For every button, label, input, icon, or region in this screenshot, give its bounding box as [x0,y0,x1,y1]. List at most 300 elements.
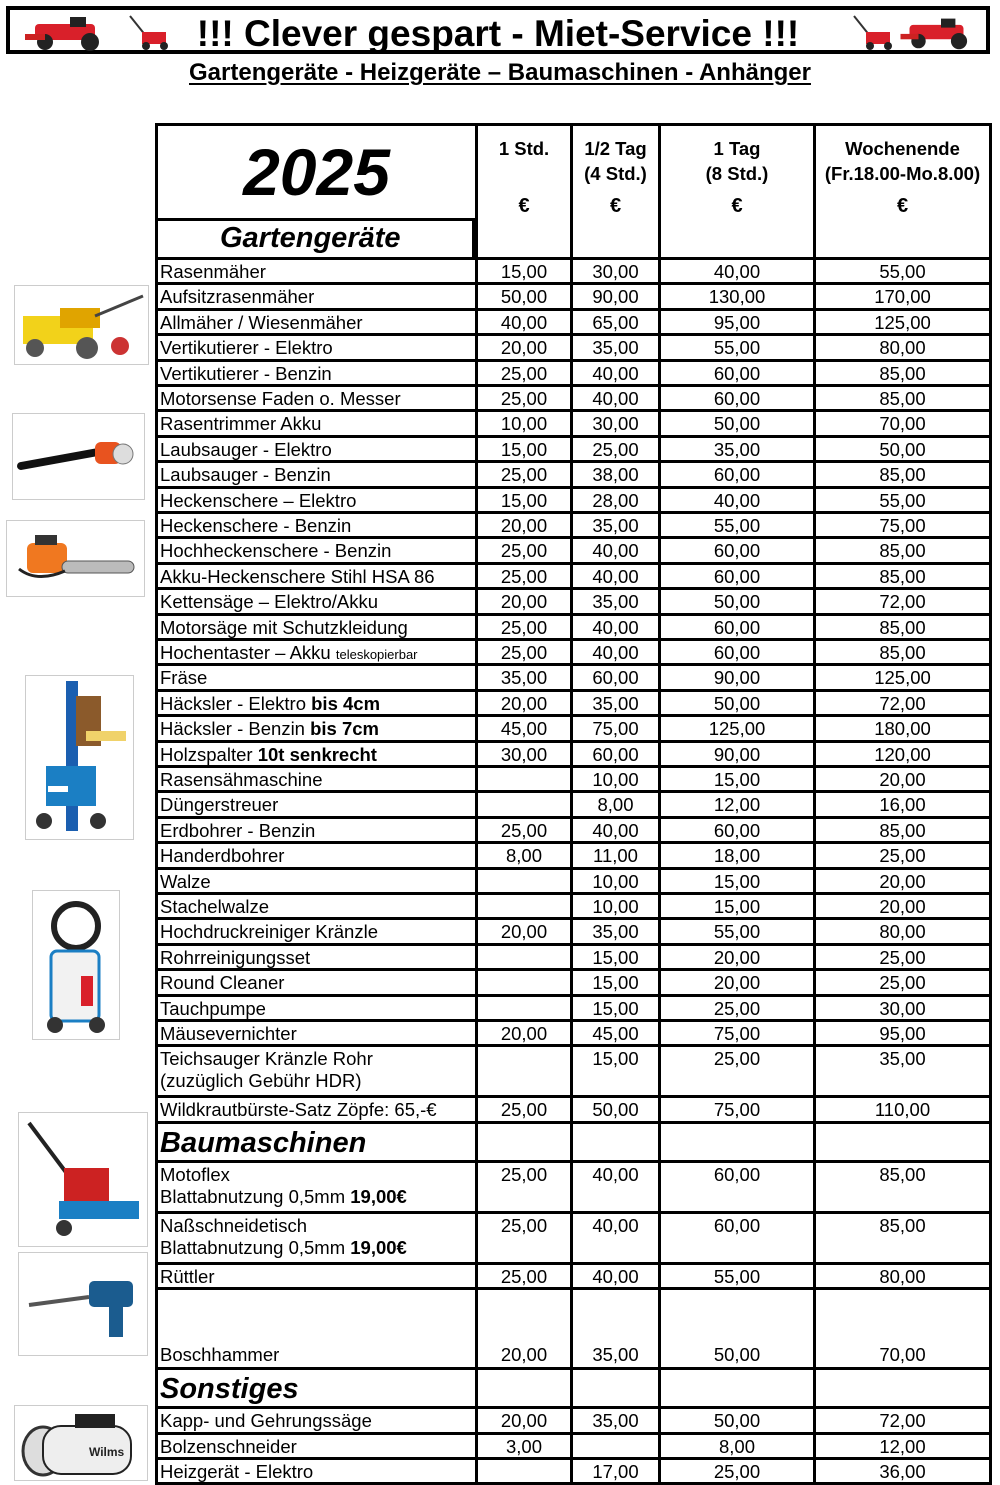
price-cell-p4: 72,00 [879,591,926,613]
price-cell-p2: 40,00 [592,565,639,587]
item-name-cell [158,845,477,866]
table-row [158,590,989,615]
price-cell-p2: 10,00 [592,769,639,790]
price-cell-p3: 95,00 [713,311,761,333]
table-row [158,1047,989,1098]
currency-label: € [731,195,743,217]
price-cell-p4: 30,00 [879,997,926,1019]
item-name-cell [158,693,477,714]
header-label: Wochenende [845,138,960,159]
item-name: Naßschneidetisch [160,1214,308,1236]
price-cell-p4: 170,00 [874,286,931,308]
table-row [158,971,989,996]
price-cell-p4: 95,00 [879,1023,926,1044]
table-row [158,514,989,539]
price-cell-p2: 35,00 [592,1344,639,1366]
item-name-line2-bold: 19,00€ [350,1185,407,1207]
price-cell-p1: 45,00 [500,718,548,740]
item-name-cell [158,515,477,536]
section-row [158,1124,989,1163]
price-cell-p1: 25,00 [500,362,548,384]
price-cell-p1: 20,00 [500,337,548,359]
item-name-cell [158,337,477,358]
price-cell-p3: 8,00 [718,1435,755,1457]
item-name: Kettensäge – Elektro/Akku [160,591,379,613]
price-cell-p2: 40,00 [592,388,639,409]
price-cell-p2: 10,00 [592,870,639,892]
lawn-mower-image [14,285,149,365]
price-cell-p3: 60,00 [713,565,761,587]
item-name-cell [158,1410,477,1431]
item-name: Laubsauger - Benzin [160,464,331,486]
header-sublabel: (Fr.18.00-Mo.8.00) [824,163,981,184]
price-cell-p4: 85,00 [879,464,926,486]
price-cell-p3: 25,00 [713,1461,761,1482]
item-name: Vertikutierer - Benzin [160,362,332,384]
item-name: Kapp- und Gehrungssäge [160,1410,372,1432]
item-name: Handerdbohrer [160,845,285,867]
price-cell-p1: 3,00 [505,1435,542,1457]
section-row [158,1370,989,1409]
chainsaw-image [6,520,145,597]
price-cell-p2: 45,00 [592,1023,639,1044]
price-cell-p2: 10,00 [592,896,639,917]
price-cell-p3: 60,00 [713,362,761,384]
push-mower-icon [846,14,896,52]
price-cell-p2: 15,00 [592,946,639,968]
item-name-cell [158,769,477,790]
item-name-cell [158,921,477,942]
price-cell-p1: 25,00 [500,388,548,409]
price-cell-p1: 15,00 [500,438,548,460]
leaf-blower-icon [13,414,144,499]
table-row [158,920,989,945]
item-name: Wildkrautbürste-Satz Zöpfe: 65,-€ [160,1099,437,1121]
price-cell-p2: 35,00 [592,337,639,359]
item-name: Teichsauger Kränzle Rohr [160,1048,373,1070]
price-cell-p2: 40,00 [592,1214,639,1236]
price-cell-p1: 15,00 [500,489,548,511]
item-name: Tauchpumpe [160,997,266,1019]
price-cell-p1 [478,947,570,968]
price-cell-p1 [478,972,570,993]
item-name-line2: Blattabnutzung 0,5mm [160,1236,351,1258]
item-name-cell [158,718,477,739]
price-cell-p4: 72,00 [879,692,926,714]
price-cell-p2: 35,00 [592,515,639,536]
price-cell-p1: 20,00 [500,591,548,613]
price-cell-p4: 25,00 [879,845,926,867]
price-cell-p1: 25,00 [500,540,548,562]
price-cell-p3: 60,00 [713,388,761,409]
section-title-bau: Baumaschinen [160,1126,367,1159]
table-row [158,946,989,971]
table-row [158,1163,989,1214]
item-name-cell [158,998,477,1019]
price-cell-p1: 35,00 [500,667,548,689]
item-name-cell [158,261,477,282]
column-divider [475,126,478,1482]
pressure-washer-icon [33,891,119,1039]
item-name-cell [158,1436,477,1457]
price-cell-p4: 20,00 [879,870,926,892]
item-name: Akku-Heckenschere Stihl HSA 86 [160,565,435,587]
price-cell-p1: 25,00 [500,616,548,638]
price-cell-p3: 60,00 [713,464,761,486]
item-name-cell [158,871,477,892]
price-cell-p3: 50,00 [713,1410,761,1432]
price-cell-p1: 25,00 [500,819,548,841]
heater-icon [15,1406,147,1480]
price-cell-p2: 60,00 [592,743,639,765]
table-row [158,336,989,361]
item-name: Rasensähmaschine [160,769,323,790]
price-cell-p3: 15,00 [713,896,761,917]
table-row [158,285,989,310]
price-cell-p1: 20,00 [500,692,548,714]
subtitle: Gartengeräte - Heizgeräte – Baumaschinen - Anhänger [189,59,811,86]
price-cell-p4: 125,00 [874,667,931,689]
table-row [158,768,989,793]
table-row [158,793,989,818]
price-cell-p3: 50,00 [713,692,761,714]
item-name-cell [158,1164,477,1211]
header-label: 1 Std. [498,138,550,159]
table-row [158,870,989,895]
price-cell-p3: 50,00 [713,1344,761,1366]
table-row [158,666,989,691]
price-cell-p3: 125,00 [708,718,766,740]
leaf-blower-image [12,413,145,500]
price-cell-p3: 25,00 [713,1048,761,1070]
price-cell-p3: 15,00 [713,769,761,790]
price-cell-p2: 30,00 [592,413,639,435]
item-name-bold: 10t senkrecht [257,743,377,765]
item-name-cell [158,413,477,434]
item-name: Rasenmäher [160,261,266,282]
heater-image [14,1405,148,1481]
price-cell-p1: 20,00 [500,1023,548,1044]
item-name: Motoflex [160,1163,230,1185]
item-name-cell [158,896,477,917]
table-row [158,489,989,514]
item-name-cell [158,947,477,968]
price-cell-p2: 35,00 [592,921,639,943]
price-cell-p3: 55,00 [713,337,761,359]
section-title-sonstiges: Sonstiges [160,1373,299,1406]
table-row [158,641,989,666]
price-cell-p2: 8,00 [597,794,634,816]
price-cell-p1: 10,00 [500,413,548,435]
item-name: Erdbohrer - Benzin [160,819,316,841]
price-cell-p2: 60,00 [592,667,639,689]
item-name-cell [158,1099,477,1120]
price-cell-p4: 12,00 [879,1435,926,1457]
price-cell-p3: 90,00 [713,667,761,689]
price-cell-p2: 35,00 [592,1410,639,1432]
item-name: Laubsauger - Elektro [160,438,332,460]
header-banner [6,6,990,54]
item-name: Rasentrimmer Akku [160,413,322,435]
price-cell-p2: 35,00 [592,591,639,613]
price-cell-p4: 85,00 [879,540,926,562]
price-cell-p1: 20,00 [500,921,548,943]
price-cell-p2: 40,00 [592,1265,639,1287]
table-row [158,844,989,869]
price-cell-p2: 35,00 [592,692,639,714]
header-label: 1/2 Tag [584,138,647,159]
price-cell-p4: 70,00 [879,1344,926,1366]
log-splitter-icon [26,676,133,839]
item-name: Boschhammer [160,1344,280,1366]
item-name: Bolzenschneider [160,1435,297,1457]
item-name: Heckenschere – Elektro [160,489,357,511]
price-cell-p2: 40,00 [592,616,639,638]
price-cell-p1: 30,00 [500,743,548,765]
price-cell-p1: 25,00 [500,642,548,663]
price-cell-p1 [478,1461,570,1482]
price-cell-p4: 85,00 [879,819,926,841]
item-name-cell [158,286,477,307]
price-cell-p1 [478,871,570,892]
price-cell-p4: 50,00 [879,438,926,460]
item-name: Allmäher / Wiesenmäher [160,311,363,333]
price-cell-p3: 60,00 [713,1214,761,1236]
price-cell-p1: 25,00 [500,565,548,587]
item-name-cell [158,464,477,485]
table-row [158,895,989,920]
plate-compactor-image [18,1112,148,1247]
price-cell-p1 [478,769,570,790]
price-cell-p2: 75,00 [592,718,639,740]
item-name: Motorsäge mit Schutzkleidung [160,616,408,638]
price-cell-p3: 75,00 [713,1023,761,1044]
price-cell-p4: 16,00 [879,794,926,816]
column-divider [658,126,661,1482]
table-row [158,1409,989,1434]
item-name: Aufsitzrasenmäher [160,286,315,308]
price-cell-p2: 40,00 [592,642,639,663]
price-cell-p3: 130,00 [708,286,766,308]
currency-label: € [896,195,909,217]
heater-brand: Wilms [89,1445,125,1459]
price-cell-p1 [478,998,570,1019]
item-name: Rüttler [160,1265,215,1287]
price-cell-p2: 11,00 [593,845,638,867]
table-row [158,616,989,641]
price-cell-p4: 110,00 [874,1099,931,1121]
price-cell-p4: 75,00 [879,515,926,536]
item-name-cell [158,642,477,663]
price-cell-p1: 25,00 [500,1265,548,1287]
item-name-cell [158,617,477,638]
price-cell-p4: 85,00 [879,565,926,587]
price-cell-p1: 15,00 [500,261,548,282]
item-name: Round Cleaner [160,972,285,994]
price-cell-p3: 35,00 [713,438,761,460]
price-cell-p2: 17,00 [592,1461,639,1482]
table-row [158,997,989,1022]
section-gartengeraete: Gartengeräte [158,221,475,257]
price-cell-p3: 40,00 [713,261,761,282]
price-cell-p1: 20,00 [500,1410,548,1432]
price-cell-p2: 25,00 [592,438,639,460]
item-name-cell [158,388,477,409]
price-cell-p1: 25,00 [500,1214,548,1236]
price-cell-p1 [478,794,570,815]
item-name-cell [158,667,477,688]
price-cell-p3: 20,00 [713,972,761,994]
table-row [158,819,989,844]
price-cell-p4: 85,00 [879,1163,926,1185]
table-row [158,1460,989,1485]
table-row [158,463,989,488]
column-divider [813,126,816,1482]
price-cell-p2: 15,00 [592,997,639,1019]
price-cell-p1: 25,00 [500,464,548,486]
price-cell-p1 [478,896,570,917]
item-name-cell [158,363,477,384]
price-cell-p4: 70,00 [879,413,926,435]
price-cell-p1: 50,00 [500,286,548,308]
price-cell-p4: 85,00 [879,642,926,663]
price-cell-p3: 20,00 [713,946,761,968]
price-cell-p4: 25,00 [879,972,926,994]
price-cell-p3: 60,00 [713,642,761,663]
item-name-cell [158,794,477,815]
price-cell-p2 [573,1436,658,1457]
table-row [158,692,989,717]
price-cell-p3: 55,00 [713,515,761,536]
price-cell-p2: 50,00 [592,1099,639,1121]
item-name: Fräse [160,667,208,689]
item-name-line2: Blattabnutzung 0,5mm [160,1185,351,1207]
price-cell-p4: 55,00 [879,489,926,511]
price-cell-p3: 55,00 [713,1265,761,1287]
column-divider [570,126,573,1482]
banner-title: !!! Clever gespart - Miet-Service !!! [196,13,800,54]
price-cell-p3: 50,00 [713,591,761,613]
plate-compactor-icon [19,1113,147,1246]
price-cell-p2: 15,00 [592,1048,639,1070]
price-cell-p4: 20,00 [879,896,926,917]
price-cell-p1: 40,00 [500,311,548,333]
price-cell-p3: 25,00 [713,997,761,1019]
price-cell-p4: 72,00 [879,1410,926,1432]
table-row [158,260,989,285]
item-name: Häcksler - Benzin [160,718,311,740]
price-cell-p1: 20,00 [500,1344,548,1366]
price-cell-p2: 28,00 [592,489,639,511]
item-name: Hochheckenschere - Benzin [160,540,392,562]
item-name-cell [158,490,477,511]
price-cell-p3: 60,00 [713,1163,761,1185]
price-cell-p4: 85,00 [879,362,926,384]
ride-on-mower-icon [896,14,986,52]
item-name: Heckenschere - Benzin [160,515,352,536]
table-row [158,1265,989,1290]
price-cell-p2: 15,00 [592,972,639,994]
item-name: Heizgerät - Elektro [160,1461,314,1482]
item-name-note: teleskopierbar [335,647,418,662]
item-name-line2: (zuzüglich Gebühr HDR) [160,1070,362,1092]
price-cell-p4: 85,00 [879,388,926,409]
currency-label: € [518,195,530,217]
table-row [158,1098,989,1123]
price-cell-p2: 90,00 [592,286,639,308]
table-row [158,387,989,412]
demolition-hammer-image [18,1252,148,1356]
demolition-hammer-icon [19,1253,147,1355]
item-name-cell [158,1215,477,1262]
item-name-cell [158,1048,477,1095]
item-name-cell [158,1023,477,1044]
price-cell-p4: 85,00 [879,616,926,638]
price-cell-p1: 25,00 [500,1099,548,1121]
item-name-cell [158,566,477,587]
price-cell-p3: 18,00 [713,845,761,867]
item-name: Vertikutierer - Elektro [160,337,333,359]
price-cell-p4: 180,00 [874,718,931,740]
price-cell-p4: 20,00 [879,769,926,790]
item-name: Rohrreinigungsset [160,946,311,968]
table-row [158,1022,989,1047]
header-sublabel: (8 Std.) [705,163,769,184]
currency-label: € [609,195,622,217]
item-name: Hochentaster – Akku [160,642,331,663]
price-cell-p4: 125,00 [874,311,931,333]
price-cell-p4: 35,00 [879,1048,926,1070]
price-table [155,123,992,1485]
item-name-cell [158,312,477,333]
price-cell-p2: 30,00 [592,261,639,282]
price-cell-p3: 12,00 [713,794,761,816]
table-row [158,565,989,590]
price-cell-p3: 15,00 [713,870,761,892]
allmaeher-icon [15,286,148,364]
price-cell-p3: 60,00 [713,540,761,562]
price-cell-p4: 25,00 [879,946,926,968]
table-row [158,717,989,742]
item-name-bold: bis 4cm [311,692,381,714]
table-row [158,412,989,437]
header-sublabel: (4 Std.) [584,163,647,184]
price-cell-p2: 65,00 [592,311,639,333]
price-cell-p4: 36,00 [879,1461,926,1482]
price-cell-p4: 80,00 [879,1265,926,1287]
item-name-cell [158,820,477,841]
item-name-bold: bis 7cm [310,718,380,740]
item-name-cell [158,1461,477,1482]
item-name-cell [158,744,477,765]
price-cell-p4: 80,00 [879,337,926,359]
table-row [158,539,989,564]
price-cell-p2: 40,00 [592,819,639,841]
price-cell-p3: 60,00 [713,616,761,638]
price-cell-p3: 90,00 [713,743,761,765]
price-cell-p2: 38,00 [592,464,639,486]
item-name: Häcksler - Elektro [160,692,312,714]
pressure-washer-image [32,890,120,1040]
price-cell-p3: 40,00 [713,489,761,511]
item-name-cell [158,591,477,612]
table-row [158,1290,989,1370]
price-cell-p3: 60,00 [713,819,761,841]
price-cell-p2: 40,00 [592,362,639,384]
table-row [158,438,989,463]
item-name-cell [158,540,477,561]
item-name-line2-bold: 19,00€ [350,1236,407,1258]
